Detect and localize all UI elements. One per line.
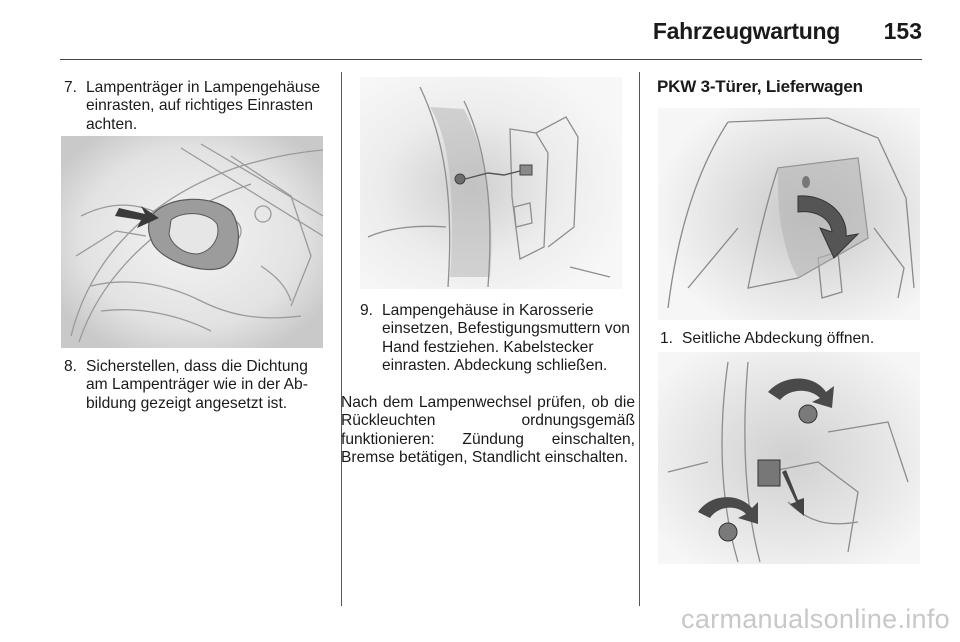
step-number: 7.: [64, 79, 78, 96]
step-1: [660, 330, 930, 348]
step-8: [64, 358, 332, 413]
step-text: Sicherstellen, dass die Dichtung am Lampenträger wie in der Abbildung gezeigt angesetzt ist.: [86, 358, 308, 412]
figure-lamp-housing-body: [360, 77, 622, 289]
step-text: Lampengehäuse in Karosserie einsetzen, Befestigungsmuttern von Hand festziehen. Kabelstecker einrasten. Abdeckung schließen.: [382, 302, 630, 375]
step-text: Seitliche Abdeckung öffnen.: [682, 330, 875, 347]
step-number: 9.: [360, 302, 374, 319]
watermark-text: carmanualsonline.info: [681, 604, 950, 634]
column-divider-right: [639, 72, 640, 606]
header-rule: [60, 59, 922, 60]
figure-side-cover: [658, 108, 920, 320]
figure-lamp-holder-arrow: [61, 136, 323, 348]
figure-rear-light-nuts: [658, 352, 920, 564]
column-divider-left: [341, 72, 342, 606]
section-subheading: PKW 3-Türer, Lieferwagen: [657, 77, 863, 96]
step-number: 8.: [64, 358, 78, 375]
page-number: 153: [883, 18, 922, 44]
step-7: [64, 79, 332, 134]
step-9: [360, 302, 632, 376]
paragraph-check-lights: Nach dem Lampenwechsel prüfen, ob die Rückleuchten ordnungsgemäß funktionieren: Zündung einschalten, Bremse betätigen, Standlicht einschalten.: [341, 394, 635, 467]
step-number: 1.: [660, 330, 674, 347]
step-text: Lampenträger in Lampengehäuse einrasten, auf richtiges Einrasten achten.: [86, 79, 321, 133]
page-header-title: Fahrzeugwartung: [652, 18, 840, 44]
